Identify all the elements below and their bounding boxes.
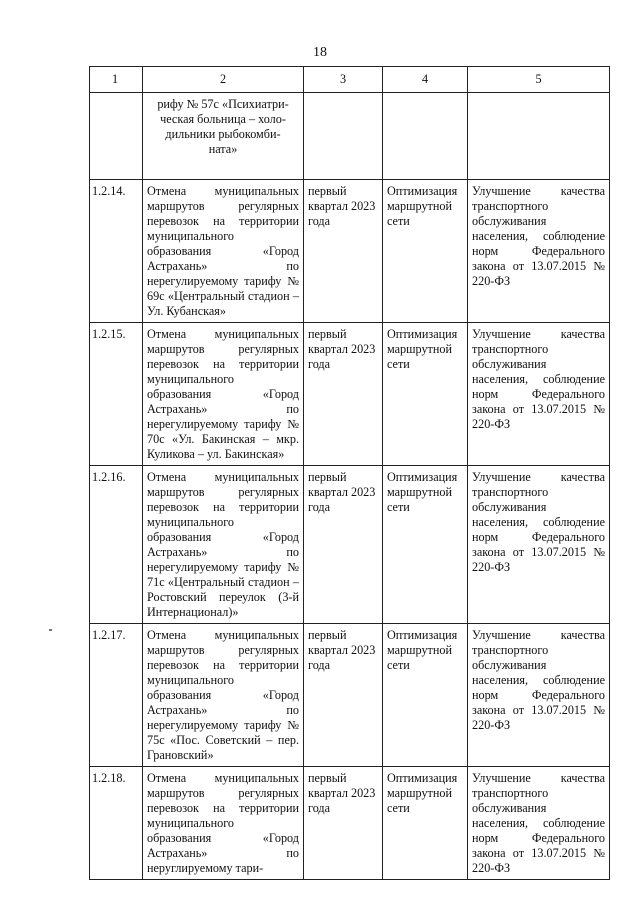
row-period: первый квартал 2023 года <box>304 466 383 624</box>
column-header-3: 3 <box>304 67 383 93</box>
row-goal: Оптимизация маршрутной сети <box>383 323 468 466</box>
measures-table <box>89 66 610 880</box>
row-goal: Оптимизация маршрутной сети <box>383 180 468 323</box>
table-row <box>90 323 610 466</box>
table-row <box>90 767 610 880</box>
cell-empty <box>468 93 610 180</box>
row-number: 1.2.16. <box>90 466 143 624</box>
row-number: 1.2.17. <box>90 624 143 767</box>
row-period: первый квартал 2023 года <box>304 323 383 466</box>
row-description: Отмена муниципальных маршрутов регулярных перевозок на территории муниципального образования «Город Астрахань» по нерегулируемому тарифу № 71с «Центральный стадион – Ростовский переулок (3-й Интернационал)» <box>143 466 304 624</box>
row-result: Улучшение качества транспортного обслуживания населения, соблюдение норм Федерального закона от 13.07.2015 № 220-ФЗ <box>468 323 610 466</box>
column-header-2: 2 <box>143 67 304 93</box>
row-goal: Оптимизация маршрутной сети <box>383 624 468 767</box>
row-period: первый квартал 2023 года <box>304 180 383 323</box>
row-number: 1.2.14. <box>90 180 143 323</box>
row-result: Улучшение качества транспортного обслуживания населения, соблюдение норм Федерального закона от 13.07.2015 № 220-ФЗ <box>468 466 610 624</box>
continuation-row <box>90 93 610 180</box>
row-period: первый квартал 2023 года <box>304 767 383 880</box>
table-row <box>90 624 610 767</box>
row-description: Отмена муниципальных маршрутов регулярных перевозок на территории муниципального образования «Город Астрахань» по неруглируемому тари- <box>143 767 304 880</box>
row-number: 1.2.15. <box>90 323 143 466</box>
row-period: первый квартал 2023 года <box>304 624 383 767</box>
row-goal: Оптимизация маршрутной сети <box>383 466 468 624</box>
table-row <box>90 466 610 624</box>
row-number: 1.2.18. <box>90 767 143 880</box>
row-description: Отмена муниципальных маршрутов регулярных перевозок на территории муниципального образования «Город Астрахань» по нерегулируемому тарифу № 70с «Ул. Бакинская – мкр. Куликова – ул. Бакинская» <box>143 323 304 466</box>
continuation-description: рифу № 57с «Психиатри- ческая больница – холо- дильники рыбокомби- ната» <box>143 93 304 180</box>
cell-empty <box>304 93 383 180</box>
column-header-1: 1 <box>90 67 143 93</box>
table-row <box>90 180 610 323</box>
cell-empty <box>383 93 468 180</box>
row-result: Улучшение качества транспортного обслуживания населения, соблюдение норм Федерального закона от 13.07.2015 № 220-ФЗ <box>468 180 610 323</box>
column-header-4: 4 <box>383 67 468 93</box>
row-goal: Оптимизация маршрутной сети <box>383 767 468 880</box>
row-result: Улучшение качества транспортного обслуживания населения, соблюдение норм Федерального закона от 13.07.2015 № 220-ФЗ <box>468 767 610 880</box>
row-description: Отмена муниципальных маршрутов регулярных перевозок на территории муниципального образования «Город Астрахань» по нерегулируемому тарифу № 69с «Центральный стадион – Ул. Кубанская» <box>143 180 304 323</box>
cell-empty <box>90 93 143 180</box>
scan-artifact <box>49 629 52 631</box>
row-result: Улучшение качества транспортного обслуживания населения, соблюдение норм Федерального закона от 13.07.2015 № 220-ФЗ <box>468 624 610 767</box>
table-header-row <box>90 67 610 93</box>
page-number: 18 <box>313 45 327 60</box>
row-description: Отмена муниципальных маршрутов регулярных перевозок на территории муниципального образования «Город Астрахань» по нерегулируемому тарифу № 75с «Пос. Советский – пер. Грановский» <box>143 624 304 767</box>
column-header-5: 5 <box>468 67 610 93</box>
